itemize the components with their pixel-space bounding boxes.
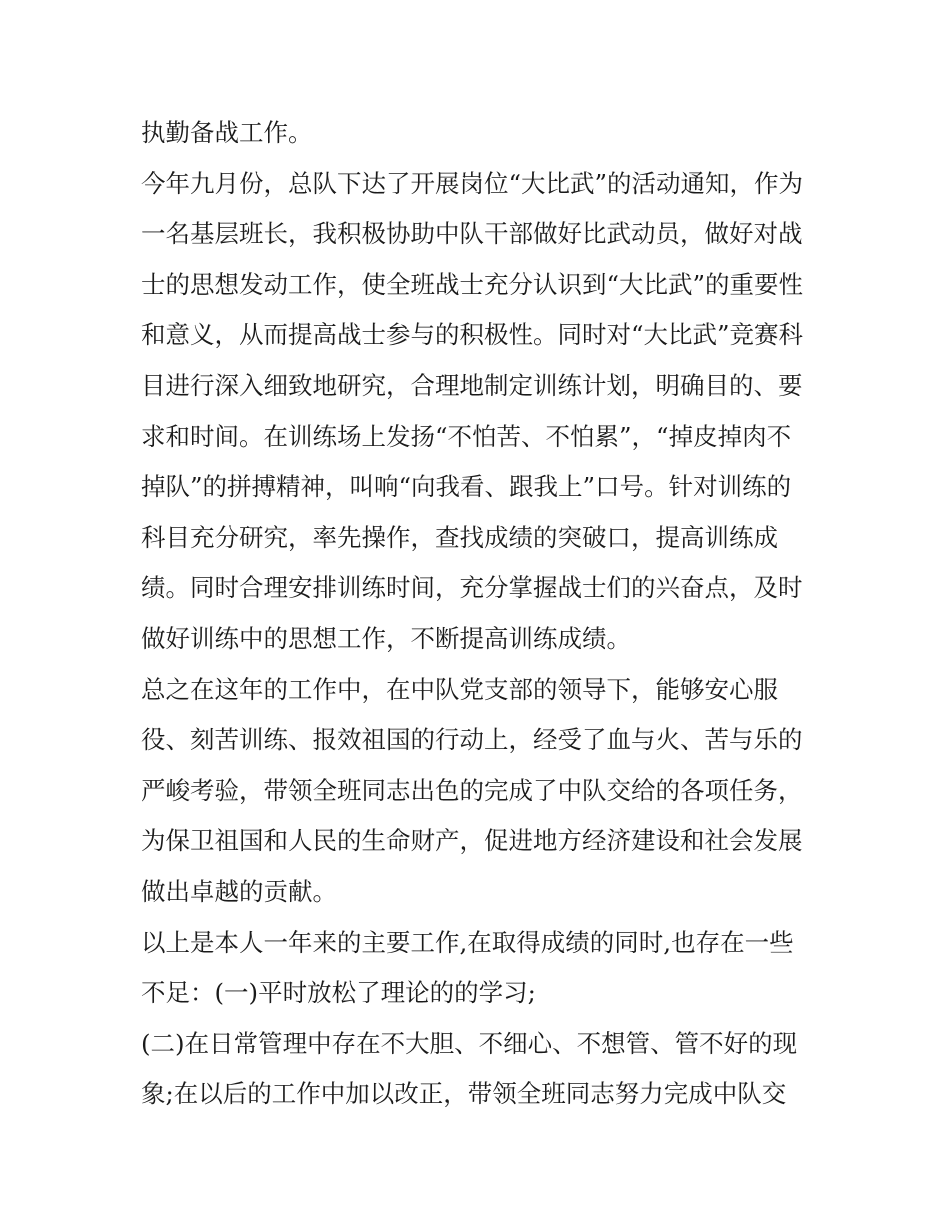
text-line: 为保卫祖国和人民的生命财产，促进地方经济建设和社会发展 — [141, 826, 803, 856]
text-line: 科目充分研究，率先操作，查找成绩的突破口，提高训练成 — [141, 522, 778, 552]
text-line: 严峻考验，带领全班同志出色的完成了中队交给的各项任务， — [141, 775, 803, 805]
text-line: 绩。同时合理安排训练时间，充分掌握战士们的兴奋点，及时 — [141, 573, 803, 603]
text-line: 今年九月份，总队下达了开展岗位“大比武”的活动通知，作为 — [141, 168, 804, 198]
text-line: 执勤备战工作。 — [141, 118, 313, 147]
text-line: 做好训练中的思想工作，不断提高训练成绩。 — [141, 623, 631, 653]
text-line: 役、刻苦训练、报效祖国的行动上，经受了血与火、苦与乐的 — [141, 725, 803, 755]
text-line: 总之在这年的工作中，在中队党支部的领导下，能够安心服 — [141, 674, 778, 704]
text-line: 不足：(一)平时放松了理论的的学习; — [141, 978, 536, 1008]
text-line: 一名基层班长，我积极协助中队干部做好比武动员，做好对战 — [141, 219, 803, 249]
text-line: 做出卓越的贡献。 — [141, 876, 337, 906]
text-line: 求和时间。在训练场上发扬“不怕苦、不怕累”，“掉皮掉肉不 — [141, 421, 792, 451]
body-text — [141, 108, 821, 1120]
text-line: 目进行深入细致地研究，合理地制定训练计划，明确目的、要 — [141, 370, 803, 400]
text-line: (二)在日常管理中存在不大胆、不细心、不想管、管不好的现 — [141, 1028, 798, 1058]
text-line: 和意义，从而提高战士参与的积极性。同时对“大比武”竞赛科 — [141, 320, 804, 350]
text-line: 以上是本人一年来的主要工作,在取得成绩的同时,也存在一些 — [141, 927, 794, 957]
text-line: 士的思想发动工作，使全班战士充分认识到“大比武”的重要性 — [141, 269, 804, 299]
text-line: 掉队”的拼搏精神，叫响“向我看、跟我上”口号。针对训练的 — [141, 472, 792, 502]
text-line: 象;在以后的工作中加以改正，带领全班同志努力完成中队交 — [141, 1079, 787, 1109]
